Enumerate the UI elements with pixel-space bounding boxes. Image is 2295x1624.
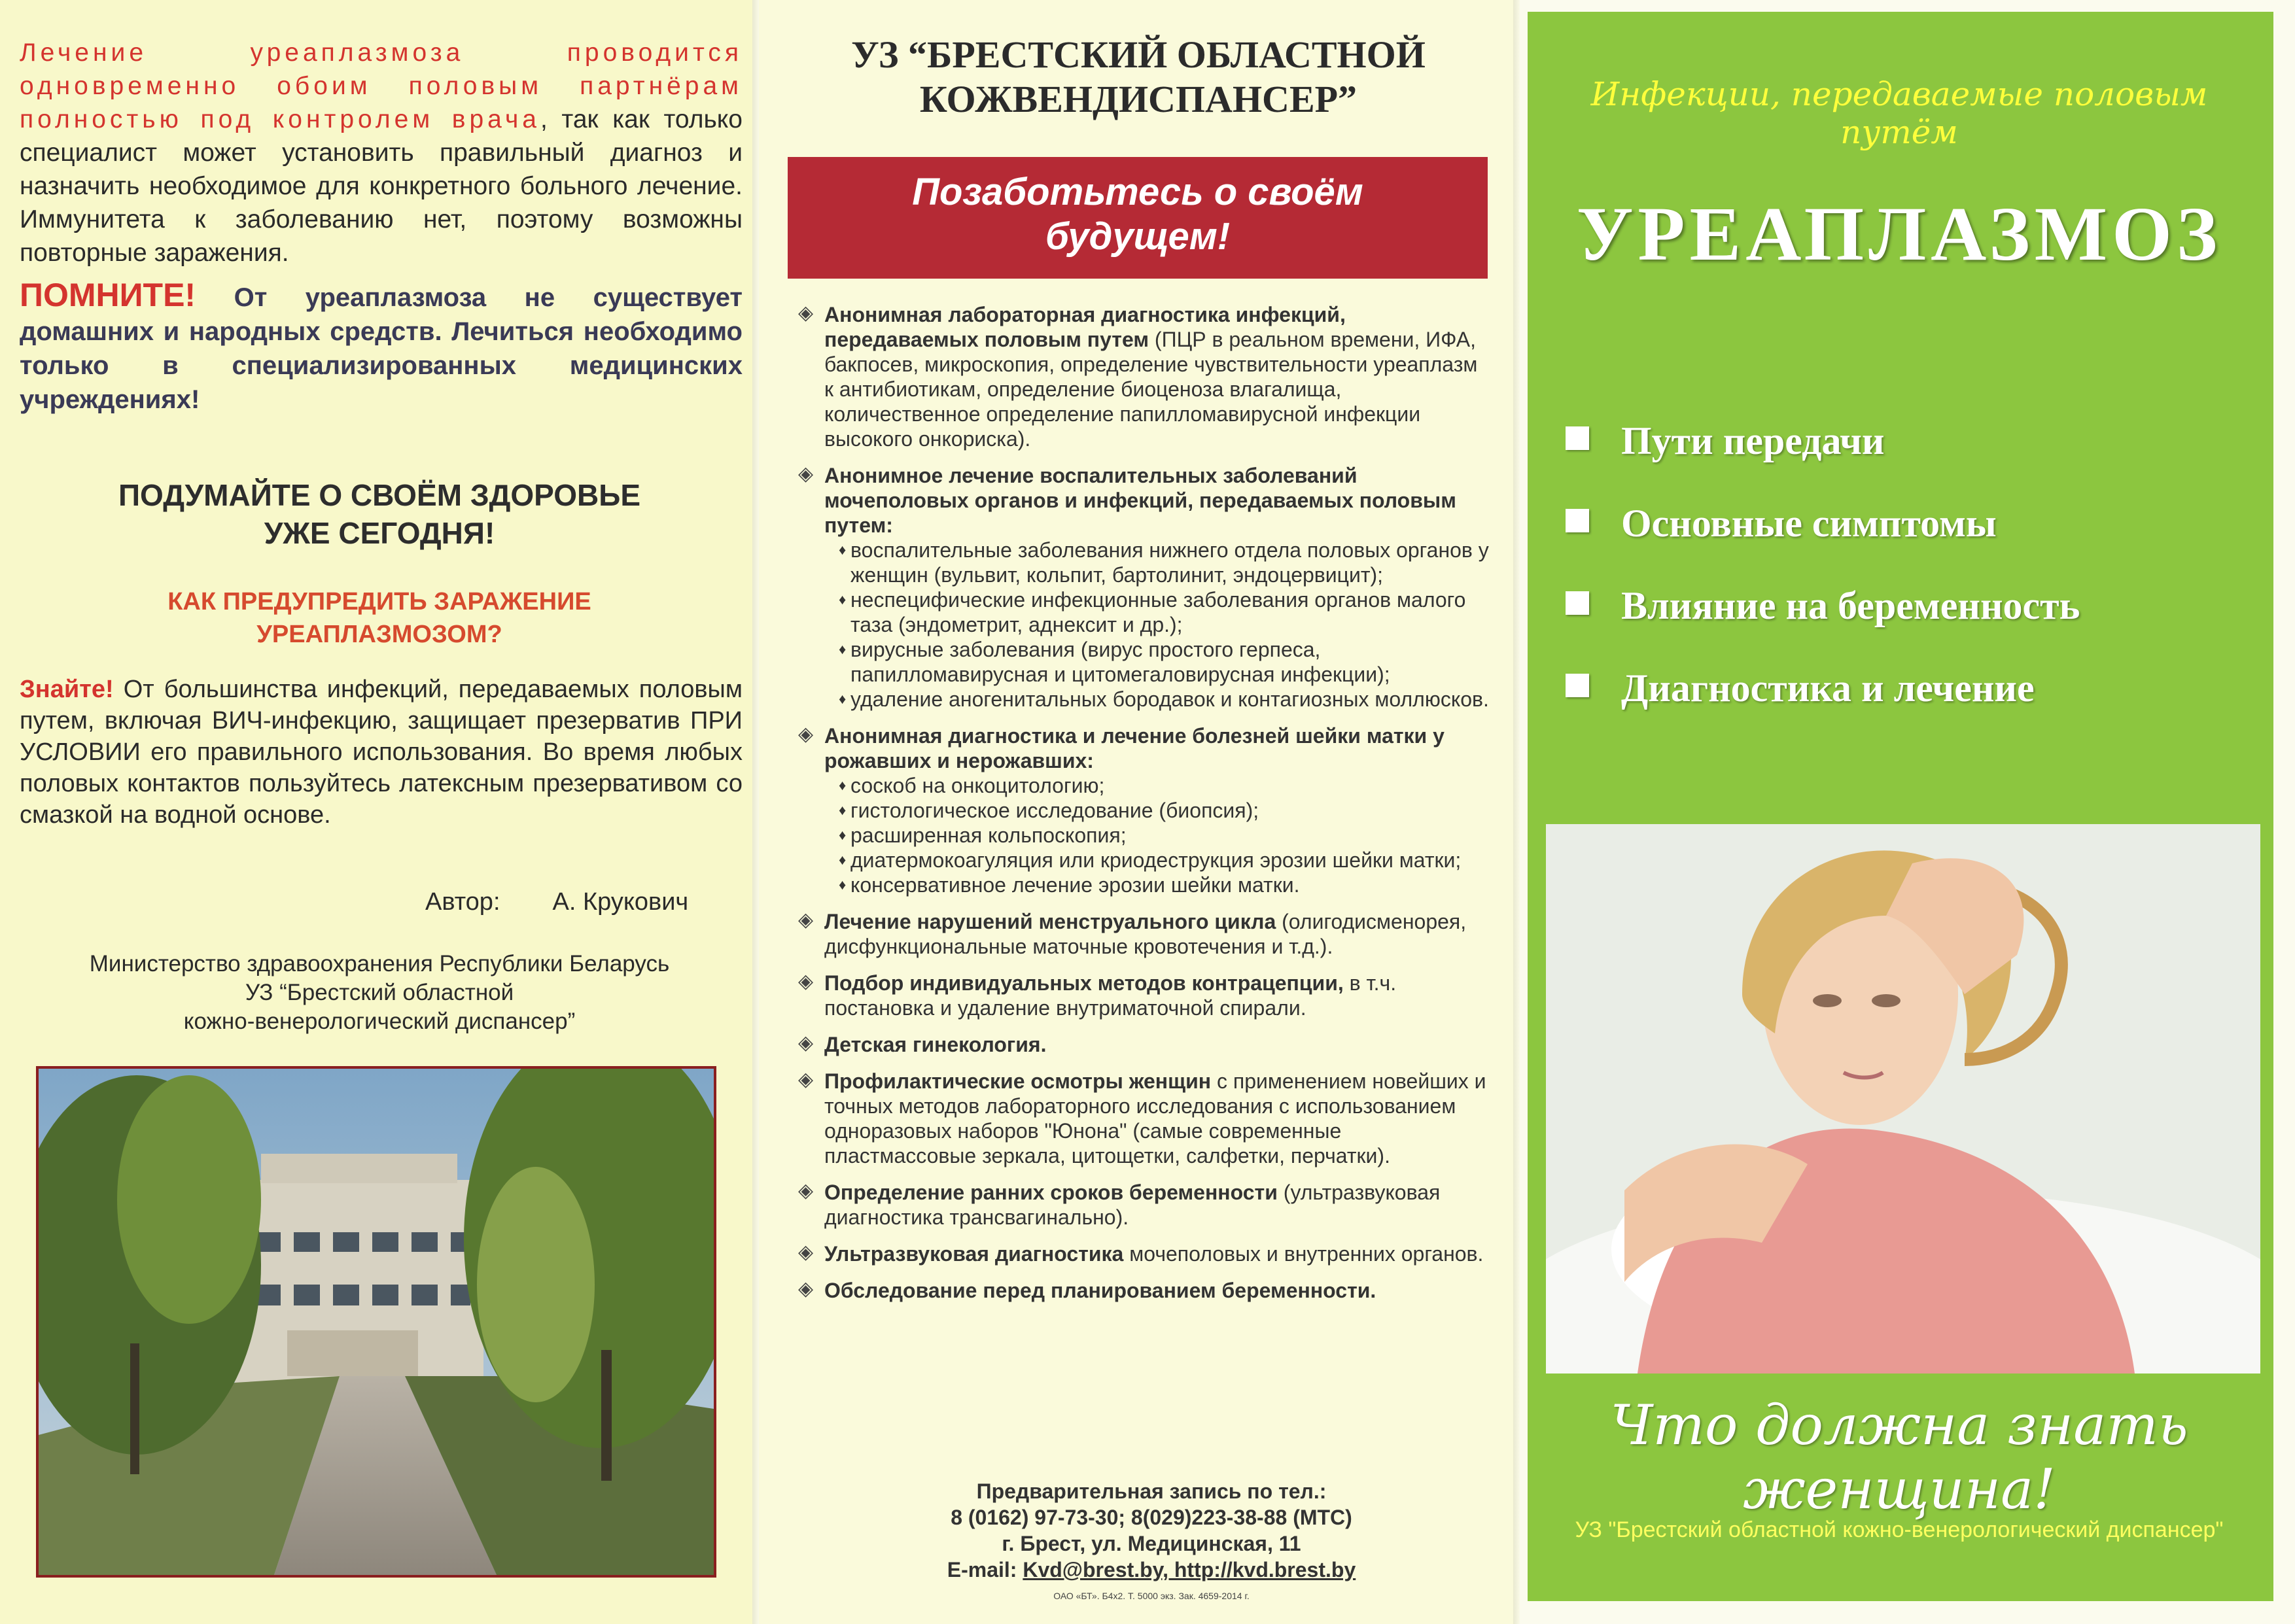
service-item (798, 1069, 1492, 1168)
think-heading (39, 476, 720, 552)
topic-label: Пути передачи (1621, 419, 1885, 462)
organization-title (785, 33, 1492, 122)
diamond-bullet-icon: ◈ (798, 909, 814, 931)
topic-item (1566, 666, 2252, 748)
sub-item (824, 538, 1492, 587)
email-label: E-mail: (947, 1558, 1023, 1581)
remember-text: От уреаплазмоза не существует домашних и народных средств. Лечиться необходимо только в специализированных медицинских учреждениях! (20, 283, 743, 414)
contact-heading: Предварительная запись по тел.: (976, 1479, 1327, 1503)
sub-item-text: расширенная кольпоскопия; (850, 823, 1127, 847)
diamond-bullet-icon: ◈ (798, 723, 814, 745)
service-text: мочеполовых и внутренних органов. (1123, 1242, 1484, 1266)
service-heading: Определение ранних сроков беременности (824, 1181, 1278, 1204)
think-line-1: ПОДУМАЙТЕ О СВОЁМ ЗДОРОВЬЕ (118, 478, 641, 512)
service-heading: Лечение нарушений менструального цикла (824, 910, 1276, 933)
topic-label: Основные симптомы (1621, 502, 1997, 545)
contact-email-line (824, 1557, 1479, 1583)
author-line (425, 888, 688, 916)
contact-address: г. Брест, ул. Медицинская, 11 (1002, 1532, 1301, 1555)
service-item (798, 1180, 1492, 1230)
sub-item (824, 848, 1492, 872)
topic-item (1566, 419, 2252, 501)
cover-panel (1520, 0, 2295, 1624)
bullet-icon: ♦ (839, 777, 847, 793)
author-name: А. Крукович (552, 888, 689, 916)
left-panel (0, 0, 759, 1624)
cover-topics (1566, 419, 2252, 748)
ministry-block (46, 950, 713, 1036)
cover-slogan: Что должна знать женщина! (1610, 1393, 2188, 1521)
prevention-text (20, 674, 743, 831)
sub-item-text: воспалительные заболевания нижнего отдела половых органов у женщин (вульвит, кольпит, бартолинит, эндоцервицит); (850, 538, 1489, 587)
cover-title: УРЕАПЛАЗМОЗ (1576, 191, 2222, 277)
cover-footer: УЗ "Брестский областной кожно-венерологический диспансер" (1575, 1517, 2224, 1542)
bullet-icon: ♦ (839, 827, 847, 843)
diamond-bullet-icon: ◈ (798, 971, 814, 992)
service-item (798, 909, 1492, 959)
service-heading: Анонимное лечение воспалительных заболеваний мочеполовых органов и инфекций, передаваемых половым путем: (824, 464, 1456, 537)
topic-item (1566, 501, 2252, 583)
prevention-line-2: УРЕАПЛАЗМОЗОМ? (256, 621, 502, 648)
service-heading: Анонимная лабораторная диагностика инфекций, передаваемых половым путем (824, 303, 1346, 351)
think-line-2: УЖЕ СЕГОДНЯ! (264, 516, 495, 550)
print-info: ОАО «БТ». Б4х2. Т. 5000 экз. Зак. 4659-2014 г. (1053, 1591, 1250, 1601)
bullet-icon: ♦ (839, 691, 847, 707)
diamond-bullet-icon: ◈ (798, 1032, 814, 1054)
care-banner (788, 157, 1488, 279)
service-item (798, 463, 1492, 712)
service-item (798, 302, 1492, 451)
service-item (798, 1032, 1492, 1057)
sub-item-text: неспецифические инфекционные заболевания органов малого таза (эндометрит, аднексит и др.); (850, 588, 1466, 636)
diamond-bullet-icon: ◈ (798, 302, 814, 324)
service-heading: Анонимная диагностика и лечение болезней шейки матки у рожавших и нерожавших: (824, 724, 1445, 772)
sub-item (824, 687, 1492, 712)
service-heading: Детская гинекология. (824, 1033, 1047, 1056)
banner-line-2: будущем! (1045, 215, 1231, 258)
sub-item (824, 872, 1492, 897)
remember-word: ПОМНИТЕ! (20, 277, 196, 313)
diamond-bullet-icon: ◈ (798, 1278, 814, 1300)
diamond-bullet-icon: ◈ (798, 1069, 814, 1090)
ministry-line-1: Министерство здравоохранения Республики Беларусь (89, 951, 670, 976)
service-heading: Обследование перед планированием беременности. (824, 1279, 1376, 1302)
author-label: Автор: (425, 888, 500, 916)
service-heading: Ультразвуковая диагностика (824, 1242, 1124, 1266)
intro-text: , так как только специалист может установить правильный диагноз и назначить необходимое для конкретного больного лечение. Иммунитета к заболеванию нет, поэтому возможны повторные заражения. (20, 105, 743, 267)
woman-with-headache-photo (1546, 824, 2260, 1373)
know-word: Знайте! (20, 676, 114, 703)
checkbox-square-icon (1566, 591, 1589, 615)
service-text: (ультразвуковая диагностика трансвагинально). (824, 1181, 1441, 1229)
treatment-intro (20, 36, 743, 269)
prevention-heading (79, 585, 680, 651)
contact-phones: 8 (0162) 97-73-30; 8(029)223-38-88 (МТС) (951, 1506, 1352, 1529)
bullet-icon: ♦ (839, 591, 847, 608)
service-text: (олигодисменорея, дисфункциональные маточные кровотечения и т.д.). (824, 910, 1467, 958)
sub-item (824, 823, 1492, 848)
middle-panel (759, 0, 1520, 1624)
bullet-icon: ♦ (839, 876, 847, 893)
banner-line-1: Позаботьтесь о своём (912, 171, 1363, 213)
bullet-icon: ♦ (839, 852, 847, 868)
service-item (798, 1278, 1492, 1303)
remember-note (20, 278, 743, 417)
sub-item-text: вирусные заболевания (вирус простого герпеса, папилломавирусная и цитомегаловирусная инфекции); (850, 638, 1390, 686)
prevention-line-1: КАК ПРЕДУПРЕДИТЬ ЗАРАЖЕНИЕ (167, 588, 591, 615)
sub-item-text: гистологическое исследование (биопсия); (850, 799, 1259, 822)
checkbox-square-icon (1566, 509, 1589, 532)
woman-photo-illustration (1546, 824, 2260, 1373)
services-list (798, 302, 1492, 1315)
sub-item (824, 798, 1492, 823)
sub-item (824, 637, 1492, 687)
topic-label: Диагностика и лечение (1621, 666, 2035, 710)
org-line-2: КОЖВЕНДИСПАНСЕР” (919, 78, 1358, 120)
service-heading: Профилактические осмотры женщин (824, 1069, 1212, 1093)
service-text: с применением новейших и точных методов лабораторного исследования с использованием одноразовых наборов "Юнона" (самые современные пластмассовые зеркала, цитощетки, салфетки, перчатки). (824, 1069, 1486, 1167)
dispensary-building-photo (36, 1066, 716, 1578)
service-item (798, 971, 1492, 1020)
sub-item-text: диатермокоагуляция или криодеструкция эрозии шейки матки; (850, 848, 1462, 872)
sub-item-text: соскоб на онкоцитологию; (850, 774, 1105, 797)
bullet-icon: ♦ (839, 542, 847, 558)
sub-item (824, 587, 1492, 637)
service-item (798, 1241, 1492, 1266)
diamond-bullet-icon: ◈ (798, 1241, 814, 1263)
bullet-icon: ♦ (839, 802, 847, 818)
intro-highlight: Лечение уреаплазмоза проводится одновременно обоим половым партнёрам полностью под контролем врача (20, 39, 743, 133)
ministry-line-2: УЗ “Брестский областной (245, 980, 514, 1005)
sub-item (824, 773, 1492, 798)
topic-item (1566, 583, 2252, 666)
contacts-block (824, 1478, 1479, 1583)
service-text: в т.ч. постановка и удаление внутриматочной спирали. (824, 971, 1397, 1020)
know-text: От большинства инфекций, передаваемых половым путем, включая ВИЧ-инфекцию, защищает презерватив ПРИ УСЛОВИИ его правильного использования. Во время любых половых контактов пользуйтесь латексным презервативом со смазкой на водной основе. (20, 676, 743, 829)
org-line-1: УЗ “БРЕСТСКИЙ ОБЛАСТНОЙ (851, 33, 1426, 76)
diamond-bullet-icon: ◈ (798, 463, 814, 485)
service-text: (ПЦР в реальном времени, ИФА, бакпосев, микроскопия, определение чувствительности уреаплазм к антибиотикам, определение биоценоза влагалища, количественное определение папилломавирусной инфекции высокого онкориска). (824, 328, 1478, 451)
ministry-line-3: кожно-венерологический диспансер” (183, 1009, 576, 1034)
diamond-bullet-icon: ◈ (798, 1180, 814, 1201)
service-item (798, 723, 1492, 897)
checkbox-square-icon (1566, 426, 1589, 450)
topic-label: Влияние на беременность (1621, 584, 2080, 627)
bullet-icon: ♦ (839, 641, 847, 657)
sub-item-text: удаление аногенитальных бородавок и контагиозных моллюсков. (850, 687, 1489, 711)
sub-item-text: консервативное лечение эрозии шейки матки. (850, 873, 1300, 897)
cover-subtitle: Инфекции, передаваемые половым путём (1590, 75, 2208, 151)
checkbox-square-icon (1566, 674, 1589, 697)
email-link[interactable]: Kvd@brest.by, http://kvd.brest.by (1023, 1558, 1356, 1581)
service-heading: Подбор индивидуальных методов контрацепции, (824, 971, 1344, 995)
building-photo-illustration (39, 1069, 714, 1575)
